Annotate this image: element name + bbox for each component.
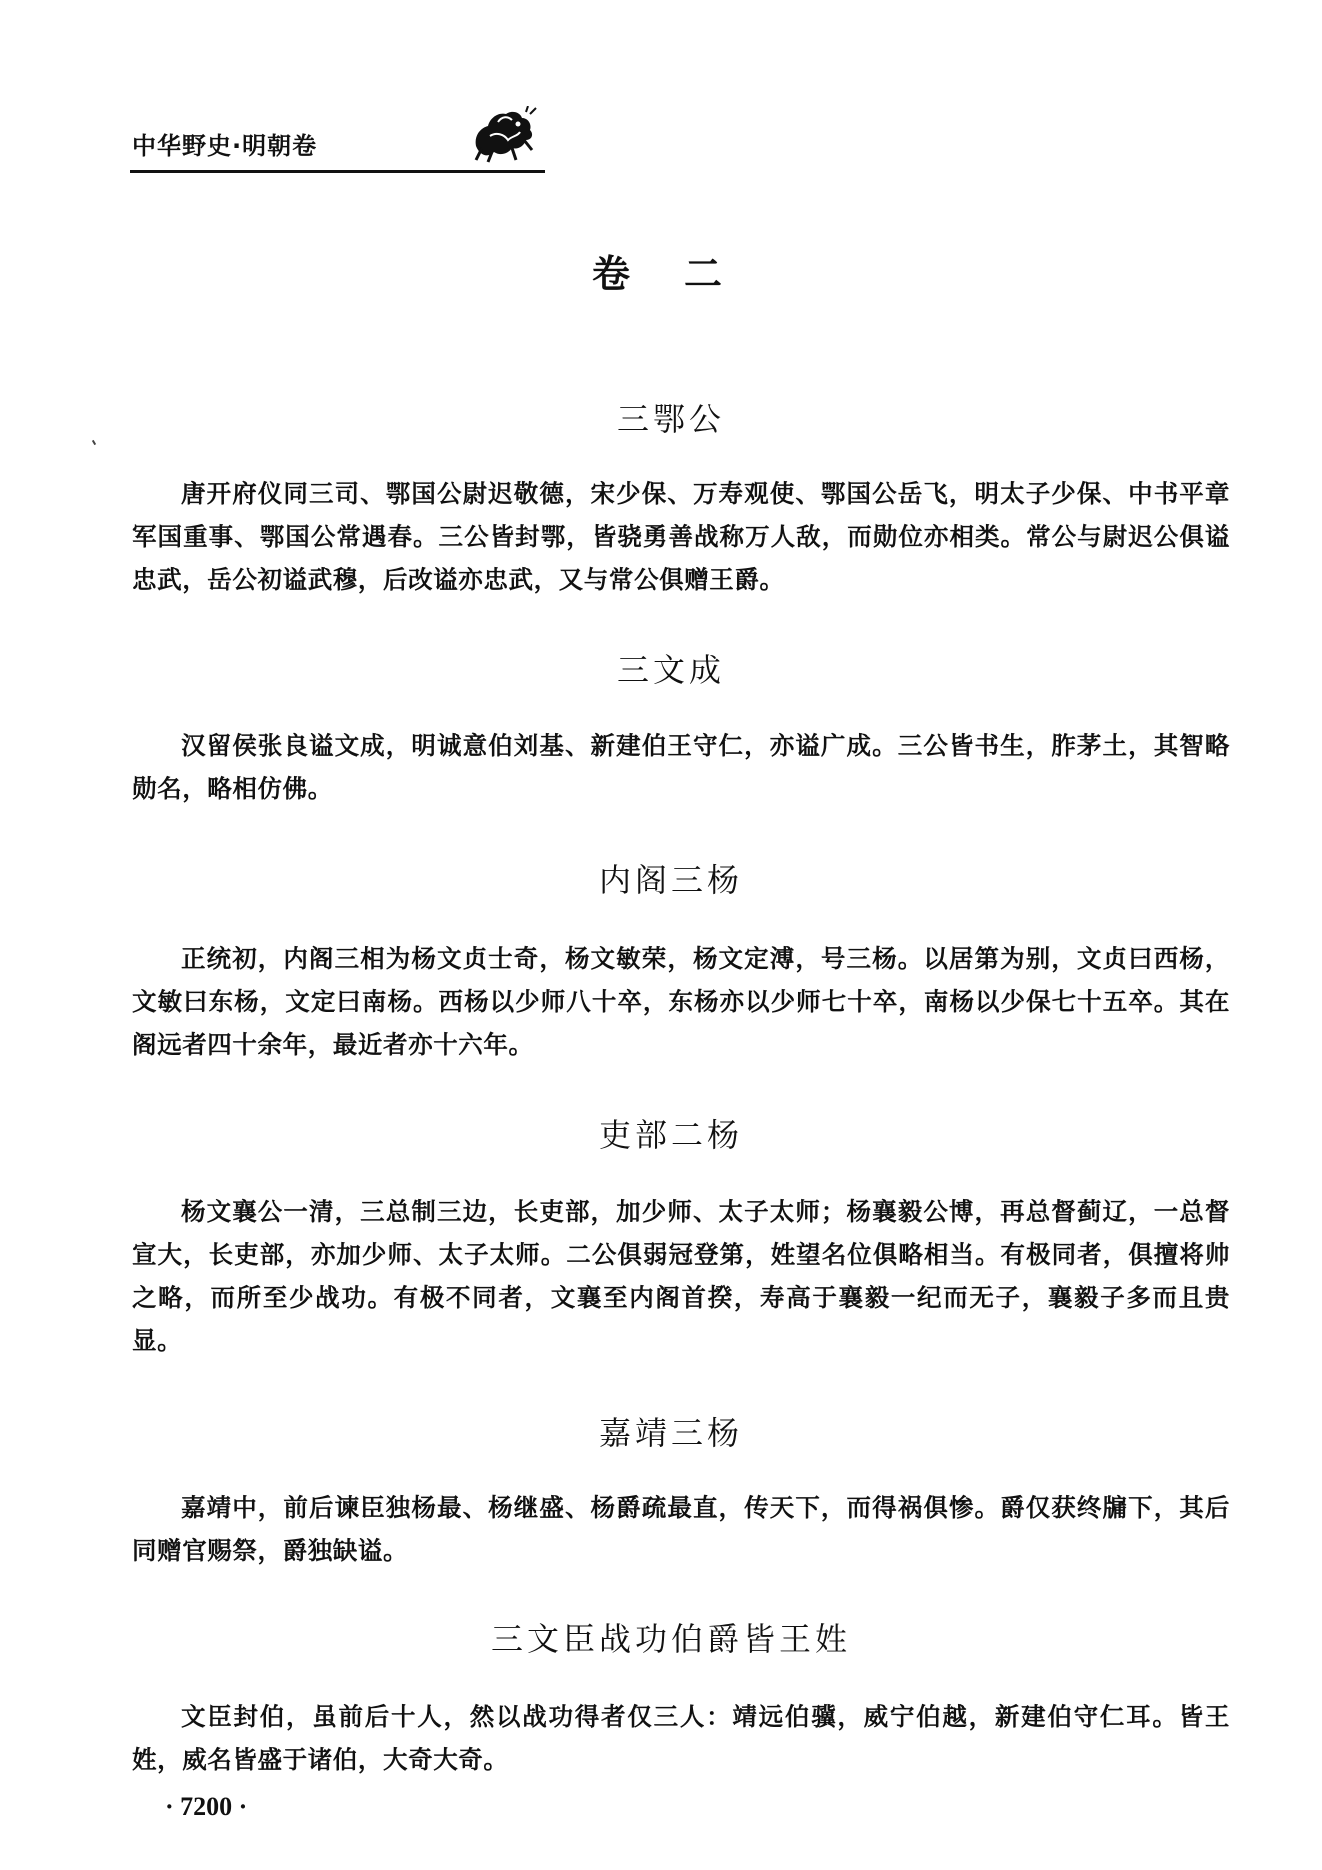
running-header bbox=[130, 118, 545, 173]
section-heading-nei-ge-san-yang: 内阁三杨 bbox=[598, 861, 743, 899]
section-body-nei-ge-san-yang: 正统初，内阁三相为杨文贞士奇，杨文敏荣，杨文定溥，号三杨。以居第为别，文贞曰西杨，文敏曰东杨，文定曰南杨。西杨以少师八十卒，东杨亦以少师七十卒，南杨以少保七十五卒。其在阁远者四十余年，最近者亦十六年。 bbox=[132, 944, 1230, 1059]
section-heading-jia-jing-san-yang: 嘉靖三杨 bbox=[598, 1414, 743, 1452]
section-body-jia-jing-san-yang: 嘉靖中，前后谏臣独杨最、杨继盛、杨爵疏最直，传天下，而得祸俱惨。爵仅获终牖下，其后同赠官赐祭，爵独缺谥。 bbox=[132, 1493, 1230, 1565]
section-body-san-e-gong: 唐开府仪同三司、鄂国公尉迟敬德，宋少保、万寿观使、鄂国公岳飞，明太子少保、中书平章军国重事、鄂国公常遇春。三公皆封鄂，皆骁勇善战称万人敌，而勋位亦相类。常公与尉迟公俱谥忠武，岳公初谥武穆，后改谥亦忠武，又与常公俱赠王爵。 bbox=[132, 479, 1230, 594]
section-body-san-wen-chen: 文臣封伯，虽前后十人，然以战功得者仅三人：靖远伯骥，威宁伯越，新建伯守仁耳。皆王姓，威名皆盛于诸伯，大奇大奇。 bbox=[132, 1702, 1230, 1774]
section-heading-san-e-gong: 三鄂公 bbox=[616, 400, 725, 438]
section-heading-san-wen-chen: 三文臣战功伯爵皆王姓 bbox=[490, 1620, 851, 1658]
scan-speck bbox=[92, 440, 96, 445]
section-heading-san-wen-cheng: 三文成 bbox=[616, 651, 725, 689]
section-body-li-bu-er-yang: 杨文襄公一清，三总制三边，长吏部，加少师、太子太师；杨襄毅公博，再总督蓟辽，一总督宣大，长吏部，亦加少师、太子太师。二公俱弱冠登第，姓望名位俱略相当。有极同者，俱擅将帅之略，而所至少战功。有极不同者，文襄至内阁首揆，寿高于襄毅一纪而无子，襄毅子多而且贵显。 bbox=[132, 1197, 1230, 1355]
dragon-emblem-icon bbox=[468, 106, 538, 164]
page-number: · 7200 · bbox=[165, 1792, 248, 1821]
running-title: 中华野史·明朝卷 bbox=[132, 132, 318, 160]
section-body-san-wen-cheng: 汉留侯张良谥文成，明诚意伯刘基、新建伯王守仁，亦谥广成。三公皆书生，胙茅土，其智略勋名，略相仿佛。 bbox=[132, 731, 1230, 803]
chapter-title: 卷 二 bbox=[591, 252, 730, 296]
section-heading-li-bu-er-yang: 吏部二杨 bbox=[598, 1116, 743, 1154]
